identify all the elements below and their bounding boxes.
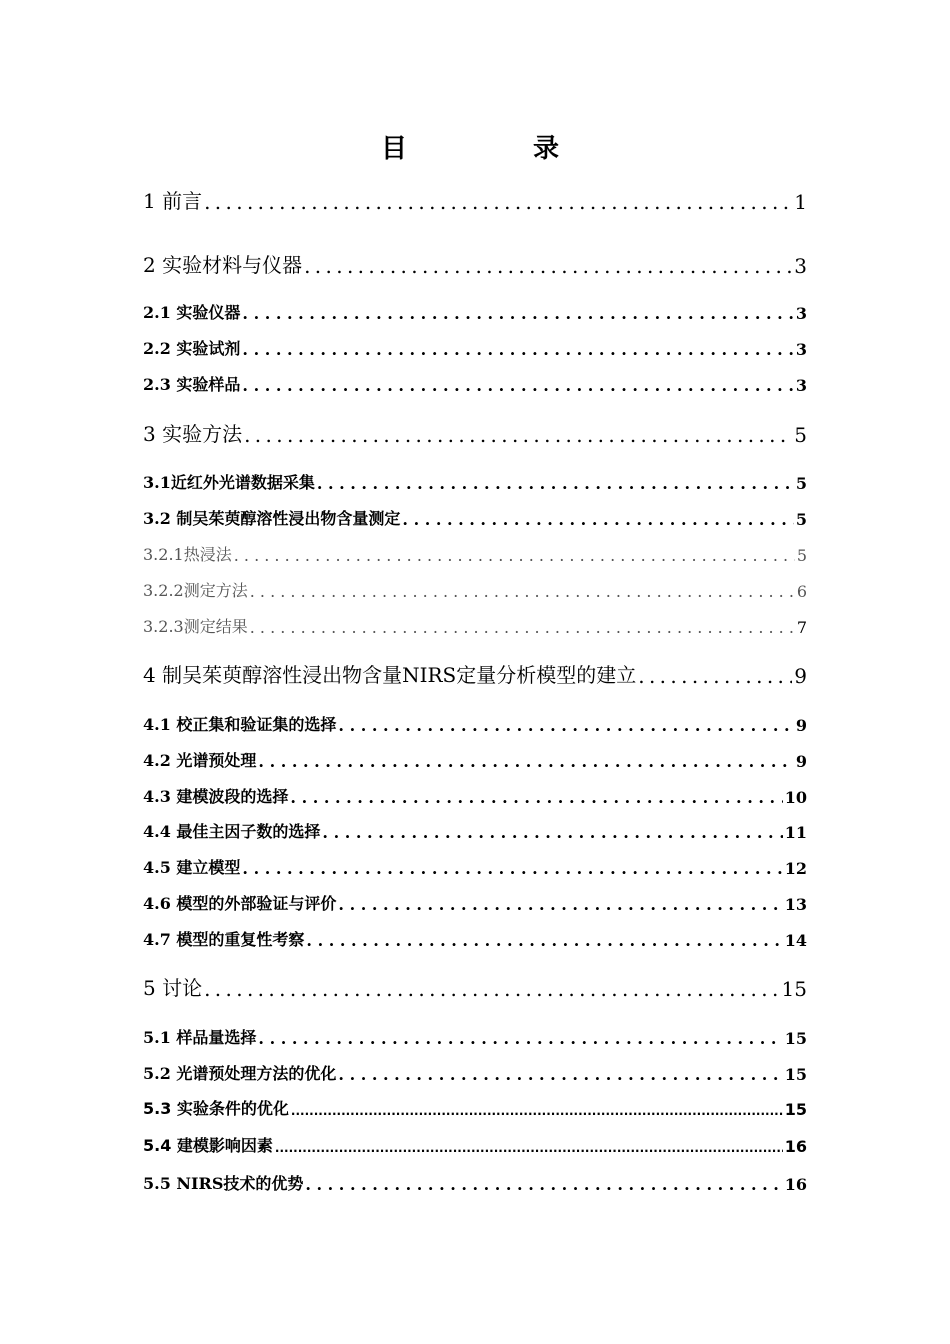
- toc-entry-page: 5: [795, 474, 807, 493]
- toc-entry[interactable]: [143, 301, 807, 323]
- leader-dots: [242, 304, 793, 323]
- leader-dots: [306, 931, 782, 950]
- leader-dots: [304, 254, 792, 278]
- toc-entry-page: 15: [781, 977, 807, 1001]
- toc-entry-label: 4.5 建立模型: [143, 858, 241, 877]
- toc-entry[interactable]: [143, 749, 807, 771]
- toc-entry[interactable]: [143, 660, 807, 688]
- toc-entry-page: 12: [784, 859, 807, 878]
- toc-entry[interactable]: [143, 856, 807, 878]
- toc-entry[interactable]: [143, 928, 807, 950]
- toc-entry-page: 13: [784, 895, 807, 914]
- leader-dots: [290, 788, 782, 807]
- leader-dots: [242, 340, 793, 359]
- toc-entry[interactable]: [143, 973, 807, 1001]
- toc-entry-page: 7: [796, 618, 807, 637]
- toc-entry[interactable]: [143, 337, 807, 359]
- leader-dots: [638, 664, 792, 688]
- toc-entry-label: 4.4 最佳主因子数的选择: [143, 822, 321, 841]
- toc-entry[interactable]: [143, 507, 807, 529]
- toc-entry-page: 10: [784, 788, 807, 807]
- leader-dots: [402, 510, 793, 529]
- page-title: 目 录: [380, 134, 609, 164]
- toc-entry-page: 15: [784, 1065, 807, 1084]
- toc-entry[interactable]: [143, 1026, 807, 1048]
- leader-dots: [242, 376, 793, 395]
- toc-entry-page: 9: [795, 752, 807, 771]
- toc-entry-label: 2.1 实验仪器: [143, 303, 241, 322]
- toc-entry[interactable]: [143, 615, 807, 637]
- toc-entry[interactable]: [143, 1097, 807, 1119]
- toc-entry[interactable]: [143, 1172, 807, 1194]
- toc-entry-label: 1 前言: [143, 189, 203, 213]
- toc-entry-page: 15: [784, 1100, 807, 1119]
- toc-entry-page: 5: [796, 546, 807, 565]
- leader-dots: [275, 1137, 783, 1156]
- toc-entry[interactable]: [143, 713, 807, 735]
- leader-dots: [317, 474, 794, 493]
- leader-dots: [234, 546, 795, 565]
- toc-entry-label: 2 实验材料与仪器: [143, 253, 303, 277]
- leader-dots: [291, 1100, 783, 1119]
- leader-dots: [338, 716, 793, 735]
- toc-entry[interactable]: [143, 1062, 807, 1084]
- toc-entry-page: 16: [784, 1137, 807, 1156]
- leader-dots: [250, 618, 795, 637]
- leader-dots: [338, 895, 782, 914]
- toc-entry-label: 3.2 制吴茱萸醇溶性浸出物含量测定: [143, 509, 401, 528]
- toc-entry[interactable]: [143, 250, 807, 278]
- toc-entry-page: 14: [784, 931, 807, 950]
- toc-entry-label: 5.1 样品量选择: [143, 1028, 257, 1047]
- toc-entry-page: 9: [795, 716, 807, 735]
- toc-entry[interactable]: [143, 373, 807, 395]
- toc-entry-label: 4.7 模型的重复性考察: [143, 930, 305, 949]
- toc-entry-label: 4.1 校正集和验证集的选择: [143, 715, 337, 734]
- toc-entry-label: 5.2 光谱预处理方法的优化: [143, 1064, 337, 1083]
- toc-entry-label: 3.2.2测定方法: [143, 581, 248, 600]
- toc-entry-page: 15: [784, 1029, 807, 1048]
- toc-entry-page: 11: [784, 823, 807, 842]
- toc-entry-label: 3.2.3测定结果: [143, 617, 248, 636]
- toc-entry-label: 2.2 实验试剂: [143, 339, 241, 358]
- toc-entry-label: 5 讨论: [143, 976, 203, 1000]
- leader-dots: [244, 423, 792, 447]
- toc-entry[interactable]: [143, 785, 807, 807]
- toc-entry[interactable]: [143, 1134, 807, 1156]
- toc-entry-label: 4 制吴茱萸醇溶性浸出物含量NIRS定量分析模型的建立: [143, 663, 637, 687]
- toc-entry-label: 3 实验方法: [143, 422, 243, 446]
- toc-entry[interactable]: [143, 892, 807, 914]
- toc-entry-label: 2.3 实验样品: [143, 375, 241, 394]
- toc-entry-page: 3: [795, 304, 807, 323]
- leader-dots: [338, 1065, 782, 1084]
- toc-entry-label: 4.3 建模波段的选择: [143, 787, 289, 806]
- toc-entry-label: 5.5 NIRS技术的优势: [143, 1174, 304, 1193]
- toc-entry[interactable]: [143, 579, 807, 601]
- toc-entry-page: 9: [794, 664, 807, 688]
- toc-entry-label: 4.2 光谱预处理: [143, 751, 257, 770]
- toc-entry-page: 16: [784, 1175, 807, 1194]
- toc-entry[interactable]: [143, 471, 807, 493]
- toc-entry[interactable]: [143, 543, 807, 565]
- toc-entry-label: 3.1近红外光谱数据采集: [143, 473, 315, 492]
- toc-entry-page: 5: [794, 423, 807, 447]
- leader-dots: [250, 582, 795, 601]
- leader-dots: [258, 1029, 782, 1048]
- leader-dots: [305, 1175, 782, 1194]
- leader-dots: [204, 190, 792, 214]
- leader-dots: [322, 823, 782, 842]
- toc-entry-page: 3: [794, 254, 807, 278]
- leader-dots: [242, 859, 782, 878]
- toc-entry-page: 5: [795, 510, 807, 529]
- leader-dots: [204, 977, 779, 1001]
- toc-entry-page: 6: [796, 582, 807, 601]
- toc-entry[interactable]: [143, 186, 807, 214]
- toc-entry-page: 3: [795, 340, 807, 359]
- toc-entry-label: 5.4 建模影响因素: [143, 1136, 273, 1155]
- toc-entry-label: 4.6 模型的外部验证与评价: [143, 894, 337, 913]
- toc-entry-label: 5.3 实验条件的优化: [143, 1099, 289, 1118]
- toc-entry[interactable]: [143, 419, 807, 447]
- toc-entry-page: 1: [794, 190, 807, 214]
- toc-entry-label: 3.2.1热浸法: [143, 545, 232, 564]
- toc-entry[interactable]: [143, 820, 807, 842]
- leader-dots: [258, 752, 793, 771]
- toc-entry-page: 3: [795, 376, 807, 395]
